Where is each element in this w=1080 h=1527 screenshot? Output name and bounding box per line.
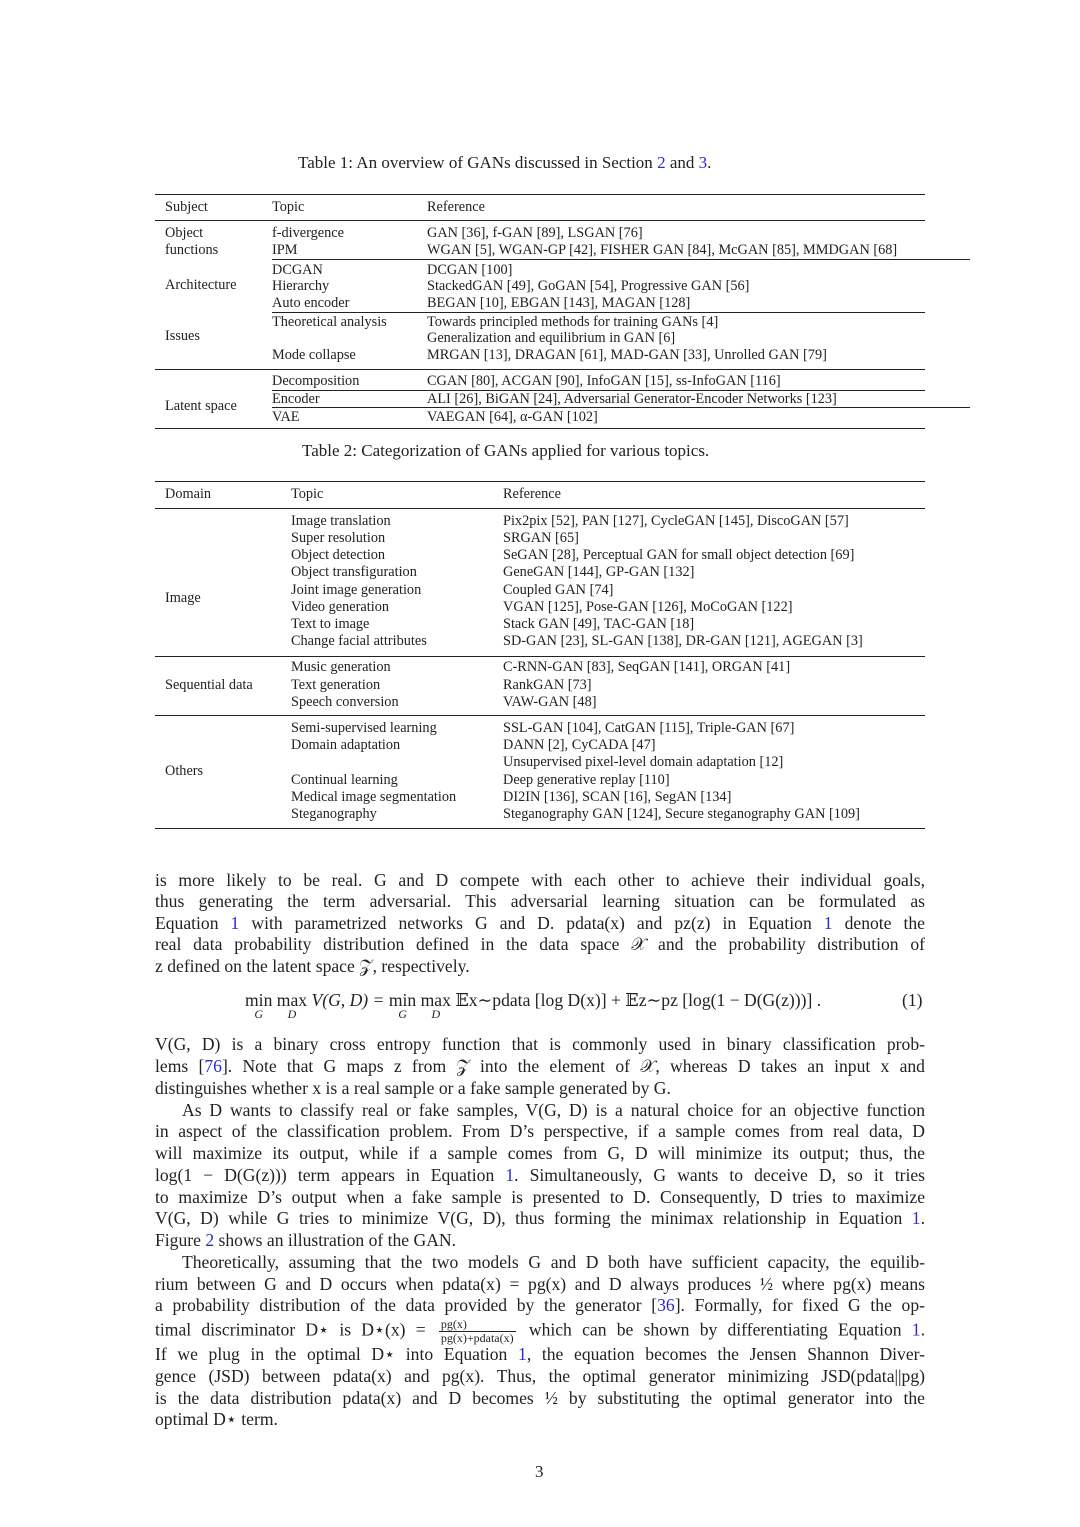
text-line: to maximize D’s output when a fake sample is presented to D. Consequently, D tries to maximize [155, 1187, 925, 1207]
row-topic: Text generation [291, 677, 381, 693]
row-reference: Stack GAN [49], TAC-GAN [18] [503, 616, 695, 632]
text-line: in aspect of the classification problem. From D’s perspective, if a sample comes from real data, D [155, 1121, 925, 1141]
row-topic: Theoretical analysis [272, 314, 387, 330]
page-number: 3 [535, 1462, 544, 1481]
row-topic: Domain adaptation [291, 737, 401, 753]
row-reference: Towards principled methods for training GANs [4] [427, 314, 719, 330]
row-reference: VGAN [125], Pose-GAN [126], MoCoGAN [122] [503, 599, 793, 615]
table-row [0, 513, 1080, 530]
table-row [0, 677, 1080, 694]
eq-max: max D [276, 990, 308, 1021]
text-line: thus generating the term adversarial. This adversarial learning situation can be formulated as [155, 891, 925, 911]
table-row [0, 599, 1080, 616]
row-reference: Coupled GAN [74] [503, 582, 614, 598]
header-topic: Topic [272, 199, 305, 215]
row-reference: WGAN [5], WGAN-GP [42], FISHER GAN [84], McGAN [85], MMDGAN [68] [427, 242, 898, 258]
row-reference: RankGAN [73] [503, 677, 592, 693]
table-row [0, 314, 1080, 331]
row-topic: Speech conversion [291, 694, 399, 710]
table-row [0, 564, 1080, 581]
header-reference: Reference [503, 486, 561, 502]
table2-bottom-rule [155, 828, 925, 829]
table-row [0, 754, 1080, 771]
table-row [0, 633, 1080, 650]
optimal-discriminator-fraction: $\frac{pg(x)}{\text{pg(x)+pdata(x)}}$ [440, 1317, 514, 1345]
table-row [0, 616, 1080, 633]
table1-top-rule [155, 194, 925, 195]
equation-1 [245, 990, 822, 1021]
row-topic: Super resolution [291, 530, 386, 546]
row-reference: SSL-GAN [104], CatGAN [115], Triple-GAN [67] [503, 720, 795, 736]
row-reference: Unsupervised pixel-level domain adaptation [12] [503, 754, 784, 770]
text-line: log(1 − D(G(z))) term appears in Equation 1. Simultaneously, G wants to deceive D, so it tries [155, 1165, 925, 1185]
table-row [0, 659, 1080, 676]
table1-caption: Table 1: An overview of GANs discussed in Section 2 and 3. [298, 153, 712, 172]
row-reference: SD-GAN [23], SL-GAN [138], DR-GAN [121], AGEGAN [3] [503, 633, 863, 649]
table-row [0, 547, 1080, 564]
row-reference: Deep generative replay [110] [503, 772, 670, 788]
table2-caption: Table 2: Categorization of GANs applied for various topics. [302, 441, 710, 460]
row-reference: StackedGAN [49], GoGAN [54], Progressive GAN [56] [427, 278, 750, 294]
text-line: V(G, D) is a binary cross entropy function that is commonly used in binary classification prob- [155, 1034, 925, 1054]
row-reference: CGAN [80], ACGAN [90], InfoGAN [15], ss-InfoGAN [116] [427, 373, 781, 389]
table-row [0, 242, 1080, 259]
equation-number: (1) [902, 990, 923, 1010]
text-line: real data probability distribution defined in the data space 𝒳 and the probability distribution of [155, 934, 925, 954]
header-subject: Subject [165, 199, 208, 215]
text-line: gence (JSD) between pdata(x) and pg(x). Thus, the optimal generator minimizing JSD(pdata||pg) [155, 1366, 925, 1386]
row-reference: MRGAN [13], DRAGAN [61], MAD-GAN [33], Unrolled GAN [79] [427, 347, 827, 363]
row-topic: Mode collapse [272, 347, 356, 363]
fraction-after: which can be shown by differentiating Equation 1. [528, 1319, 925, 1340]
row-topic: Joint image generation [291, 582, 422, 598]
row-topic: Decomposition [272, 373, 360, 389]
table2-header [0, 486, 1080, 503]
row-topic: Object transfiguration [291, 564, 417, 580]
domain-others: Others [165, 763, 204, 779]
text-line: optimal D⋆ term. [155, 1409, 278, 1429]
eq-min: min G [245, 990, 273, 1021]
row-reference: DCGAN [100] [427, 262, 513, 278]
row-reference: Steganography GAN [124], Secure steganography GAN [109] [503, 806, 860, 822]
text-line: V(G, D) while G tries to minimize V(G, D), thus forming the minimax relationship in Equation 1. [155, 1208, 925, 1228]
row-reference: Generalization and equilibrium in GAN [6] [427, 330, 676, 346]
row-reference: SRGAN [65] [503, 530, 579, 546]
row-reference: DANN [2], CyCADA [47] [503, 737, 656, 753]
eq-min: min G [388, 990, 417, 1021]
text-line: distinguishes whether x is a real sample or a fake sample generated by G. [155, 1078, 671, 1098]
row-topic: Encoder [272, 391, 320, 407]
table-row [0, 582, 1080, 599]
table-row [0, 694, 1080, 711]
row-reference: ALI [26], BiGAN [24], Adversarial Generator-Encoder Networks [123] [427, 391, 837, 407]
row-topic: Semi-supervised learning [291, 720, 437, 736]
text-line: If we plug in the optimal D⋆ into Equation 1, the equation becomes the Jensen Shannon Diver- [155, 1344, 926, 1364]
row-reference: GAN [36], f-GAN [89], LSGAN [76] [427, 225, 643, 241]
row-topic: IPM [272, 242, 298, 258]
header-topic: Topic [291, 486, 324, 502]
table-row [0, 530, 1080, 547]
text-line-fraction [155, 1317, 925, 1345]
table-row [0, 225, 1080, 242]
text-line: lems [76]. Note that G maps z from 𝒵 into the element of 𝒳, whereas D takes an input x and [155, 1056, 925, 1076]
table-row [0, 373, 1080, 390]
text-line: is more likely to be real. G and D compete with each other to achieve their individual goals, [155, 870, 925, 890]
row-topic: Video generation [291, 599, 389, 615]
row-topic: Continual learning [291, 772, 398, 788]
row-topic: Medical image segmentation [291, 789, 457, 805]
text-line: rium between G and D occurs when pdata(x) = pg(x) and D always produces ½ where pg(x) means [155, 1274, 925, 1294]
row-topic: Hierarchy [272, 278, 330, 294]
table-row [0, 391, 1080, 408]
header-reference: Reference [427, 199, 485, 215]
eq-max: max D [420, 990, 451, 1021]
table2-rule [155, 715, 925, 716]
row-topic: Music generation [291, 659, 391, 675]
row-reference: BEGAN [10], EBGAN [143], MAGAN [128] [427, 295, 691, 311]
table2-top-rule [155, 481, 925, 482]
row-topic: Text to image [291, 616, 370, 632]
table-row [0, 347, 1080, 364]
eq-lhs: V(G, D) = [311, 990, 385, 1010]
table-row [0, 789, 1080, 806]
table1-rule [155, 369, 925, 370]
row-topic: Steganography [291, 806, 377, 822]
text-line: Equation 1 with parametrized networks G and D. pdata(x) and pz(z) in Equation 1 denote the [155, 913, 925, 933]
row-reference: SeGAN [28], Perceptual GAN for small object detection [69] [503, 547, 855, 563]
table-row [0, 720, 1080, 737]
row-topic: Auto encoder [272, 295, 350, 311]
row-topic: DCGAN [272, 262, 323, 278]
row-reference: VAEGAN [64], α-GAN [102] [427, 409, 598, 425]
text-line: is the data distribution pdata(x) and D becomes ½ by substituting the optimal generator into the [155, 1388, 925, 1408]
text-line: will maximize its output, while if a sample comes from G, D will minimize its output; thus, the [155, 1143, 925, 1163]
row-topic: f-divergence [272, 225, 344, 241]
subject-latent-space: Latent space [165, 398, 237, 414]
row-reference: DI2IN [136], SCAN [16], SegAN [134] [503, 789, 732, 805]
row-topic: Change facial attributes [291, 633, 427, 649]
text-line: As D wants to classify real or fake samples, V(G, D) is a natural choice for an objective function [182, 1100, 925, 1120]
table1-rule [272, 259, 970, 260]
row-reference: VAW-GAN [48] [503, 694, 597, 710]
row-topic: VAE [272, 409, 300, 425]
table1-rule [272, 312, 925, 313]
table-row [0, 806, 1080, 823]
table1-rule [272, 390, 925, 391]
row-reference: Pix2pix [52], PAN [127], CycleGAN [145], DiscoGAN [57] [503, 513, 849, 529]
table-row [0, 772, 1080, 789]
table1-bottom-rule [155, 428, 925, 429]
fraction-before: timal discriminator D⋆ is D⋆(x) = [155, 1319, 426, 1340]
table2-rule [155, 656, 925, 657]
row-reference: C-RNN-GAN [83], SeqGAN [141], ORGAN [41] [503, 659, 791, 675]
text-line: Figure 2 shows an illustration of the GAN. [155, 1230, 457, 1250]
text-line: z defined on the latent space 𝒵, respectively. [155, 956, 470, 976]
text-line: Theoretically, assuming that the two models G and D both have sufficient capacity, the equilib- [182, 1252, 925, 1272]
subject-object: Object [165, 225, 204, 241]
table1-header [0, 199, 1080, 216]
table-row [0, 330, 1080, 347]
domain-image: Image [165, 590, 201, 606]
eq-rhs: 𝔼x∼pdata [log D(x)] + 𝔼z∼pz [log(1 − D(G(z)))] . [455, 990, 822, 1010]
row-topic: Object detection [291, 547, 386, 563]
table-row [0, 262, 1080, 279]
row-reference: GeneGAN [144], GP-GAN [132] [503, 564, 695, 580]
subject-architecture: Architecture [165, 277, 237, 293]
table-row [0, 409, 1080, 426]
domain-sequential: Sequential data [165, 677, 253, 693]
header-domain: Domain [165, 486, 212, 502]
table-row [0, 295, 1080, 312]
table-row [0, 737, 1080, 754]
text-line: a probability distribution of the data provided by the generator [36]. Formally, for fixed G the op- [155, 1295, 925, 1315]
table-row [0, 278, 1080, 295]
table2-header-rule [155, 508, 925, 509]
row-topic: Image translation [291, 513, 391, 529]
table1-rule [272, 407, 970, 408]
table1-header-rule [155, 220, 925, 221]
subject-functions: functions [165, 242, 219, 258]
subject-issues: Issues [165, 328, 200, 344]
